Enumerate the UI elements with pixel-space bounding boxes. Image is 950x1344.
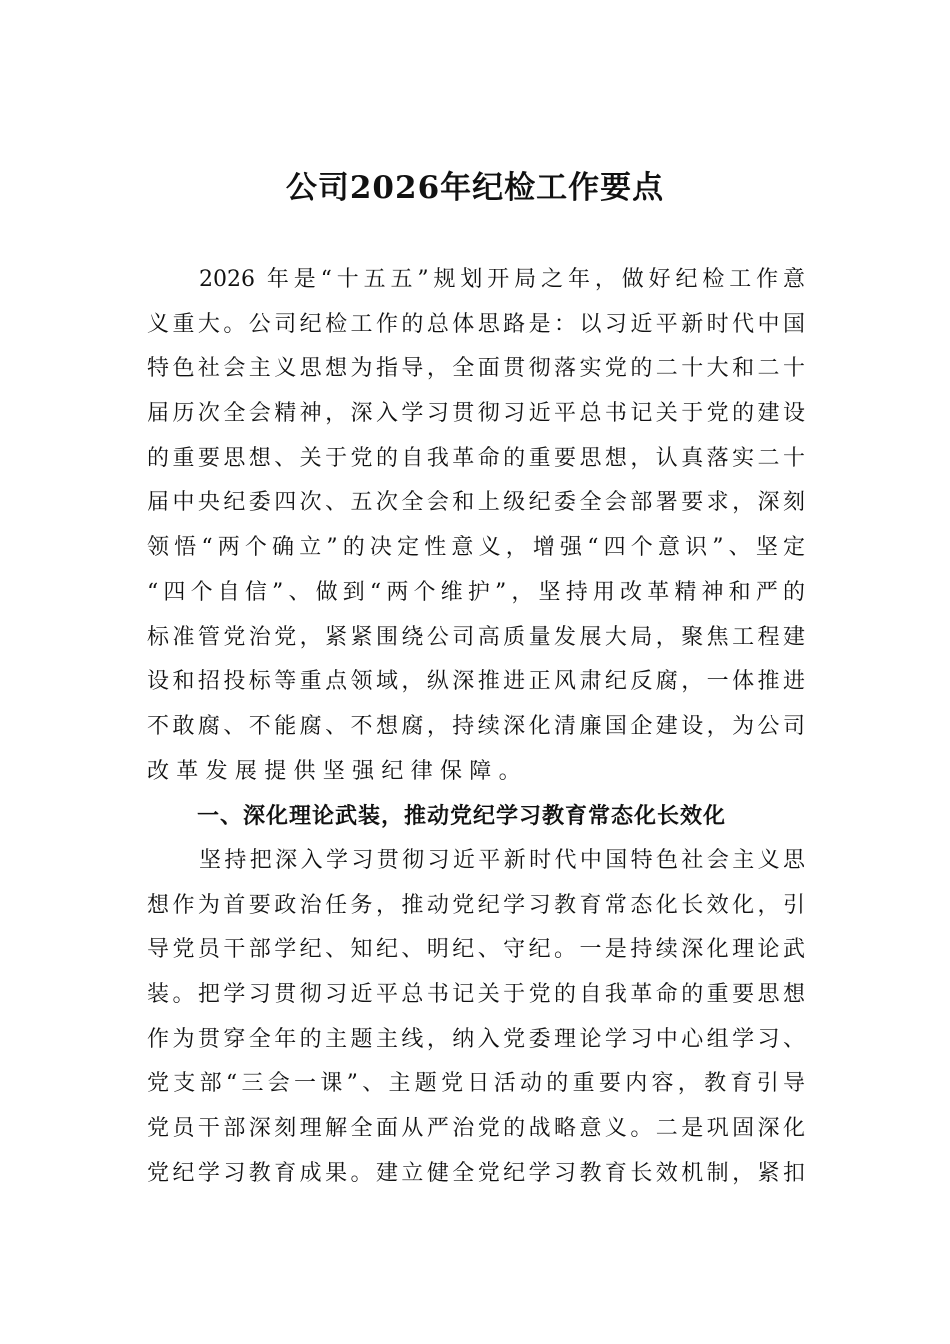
paragraph-section-1 xyxy=(147,839,805,1197)
text-line: 党纪学习教育成果。建立健全党纪学习教育长效机制，紧扣 xyxy=(147,1160,805,1186)
text-line: 不敢腐、不能腐、不想腐，持续深化清廉国企建设，为公司 xyxy=(147,713,805,739)
text-line: 届中央纪委四次、五次全会和上级纪委全会部署要求，深刻 xyxy=(147,490,805,516)
text-line: 义重大。公司纪检工作的总体思路是：以习近平新时代中国 xyxy=(147,311,805,337)
text-line: 导党员干部学纪、知纪、明纪、守纪。一是持续深化理论武 xyxy=(147,937,805,963)
text-line: 届历次全会精神，深入学习贯彻习近平总书记关于党的建设 xyxy=(147,401,805,427)
text-line: 作为贯穿全年的主题主线，纳入党委理论学习中心组学习、 xyxy=(147,1026,805,1052)
text-line: 装。把学习贯彻习近平总书记关于党的自我革命的重要思想 xyxy=(147,982,805,1007)
text-line: 党支部“三会一课”、主题党日活动的重要内容，教育引导 xyxy=(147,1071,805,1097)
text-line: 标准管党治党，紧紧围绕公司高质量发展大局，聚焦工程建 xyxy=(147,624,805,650)
text-line: 领悟“两个确立”的决定性意义，增强“四个意识”、坚定 xyxy=(147,535,805,561)
text-line: 设和招投标等重点领域，纵深推进正风肃纪反腐，一体推进 xyxy=(147,669,805,695)
document-title: 公司2026年纪检工作要点 xyxy=(285,170,665,206)
text-line: 党员干部深刻理解全面从严治党的战略意义。二是巩固深化 xyxy=(147,1116,805,1142)
text-line: 想作为首要政治任务，推动党纪学习教育常态化长效化，引 xyxy=(147,892,805,918)
section-heading: 一、深化理论武装，推动党纪学习教育常态化长效化 xyxy=(197,803,727,830)
text-line: 2026 年是“十五五”规划开局之年，做好纪检工作意 xyxy=(199,267,805,292)
text-line: “四个自信”、做到“两个维护”，坚持用改革精神和严的 xyxy=(147,579,805,605)
text-line: 改革发展提供坚强纪律保障。 xyxy=(147,758,528,784)
text-line: 的重要思想、关于党的自我革命的重要思想，认真落实二十 xyxy=(147,445,805,471)
document-body xyxy=(147,258,805,1196)
text-line: 特色社会主义思想为指导，全面贯彻落实党的二十大和二十 xyxy=(147,356,805,382)
paragraph-intro xyxy=(147,258,805,794)
text-line: 坚持把深入学习贯彻习近平新时代中国特色社会主义思 xyxy=(199,847,805,873)
